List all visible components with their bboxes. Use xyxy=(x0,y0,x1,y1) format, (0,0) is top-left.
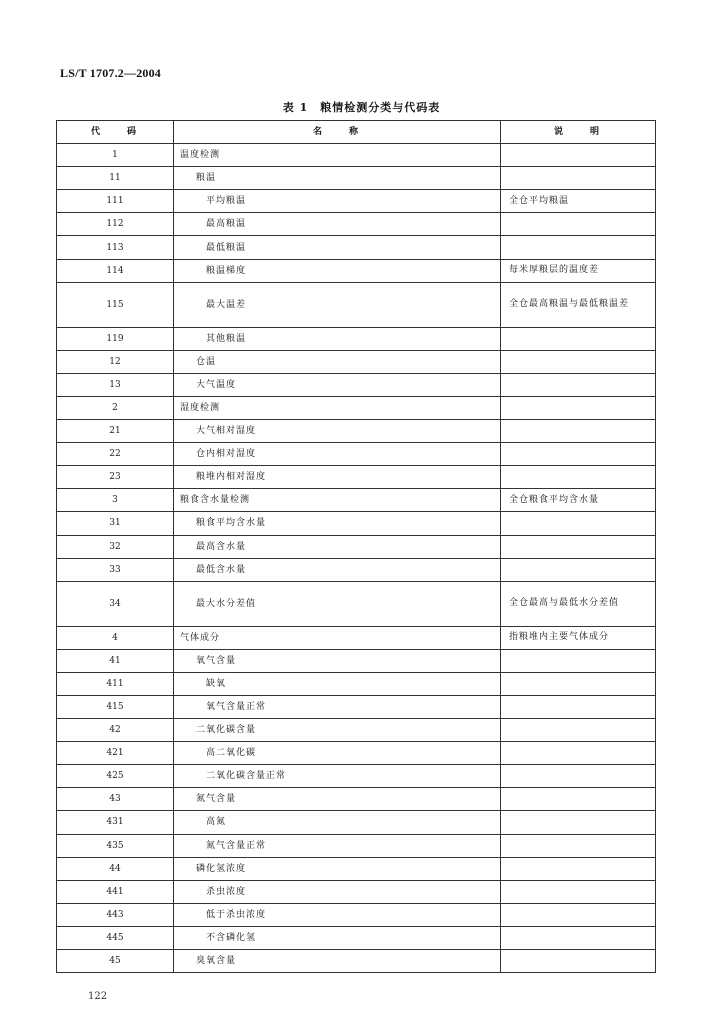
row-note xyxy=(501,950,656,973)
row-note xyxy=(501,512,656,535)
row-name: 最高粮温 xyxy=(174,213,501,236)
column-header-note: 说 明 xyxy=(501,121,656,144)
table-row xyxy=(57,581,656,626)
row-code: 445 xyxy=(57,926,174,949)
table-row xyxy=(57,811,656,834)
page-number: 122 xyxy=(88,991,108,1002)
row-name: 高二氧化碳 xyxy=(174,742,501,765)
row-code: 421 xyxy=(57,742,174,765)
table-row xyxy=(57,695,656,718)
table-row xyxy=(57,880,656,903)
table-caption: 表 1 粮情检测分类与代码表 xyxy=(282,101,441,114)
row-name: 氮气含量 xyxy=(174,788,501,811)
row-note xyxy=(501,834,656,857)
row-note xyxy=(501,144,656,167)
table-body xyxy=(57,144,656,973)
column-header-name: 名 称 xyxy=(174,121,501,144)
row-name: 平均粮温 xyxy=(174,190,501,213)
table-row xyxy=(57,327,656,350)
row-name: 仓温 xyxy=(174,350,501,373)
row-name: 其他粮温 xyxy=(174,327,501,350)
table-row xyxy=(57,857,656,880)
table-row xyxy=(57,672,656,695)
row-code: 3 xyxy=(57,489,174,512)
standard-number: LS/T 1707.2—2004 xyxy=(60,66,161,80)
table-row xyxy=(57,373,656,396)
row-code: 111 xyxy=(57,190,174,213)
table-row xyxy=(57,236,656,259)
row-name: 最低粮温 xyxy=(174,236,501,259)
table-row xyxy=(57,420,656,443)
row-name: 粮食平均含水量 xyxy=(174,512,501,535)
row-code: 42 xyxy=(57,719,174,742)
table-row xyxy=(57,144,656,167)
row-note xyxy=(501,535,656,558)
row-note xyxy=(501,857,656,880)
row-code: 119 xyxy=(57,327,174,350)
row-name: 最高含水量 xyxy=(174,535,501,558)
row-note xyxy=(501,350,656,373)
table-row xyxy=(57,350,656,373)
row-note: 指粮堆内主要气体成分 xyxy=(501,626,656,649)
row-name: 不含磷化氢 xyxy=(174,926,501,949)
table-row xyxy=(57,950,656,973)
table-row xyxy=(57,926,656,949)
row-note xyxy=(501,788,656,811)
table-row xyxy=(57,443,656,466)
row-name: 粮温梯度 xyxy=(174,259,501,282)
row-code: 425 xyxy=(57,765,174,788)
row-name: 仓内相对湿度 xyxy=(174,443,501,466)
row-note xyxy=(501,420,656,443)
row-name: 粮堆内相对湿度 xyxy=(174,466,501,489)
table-row xyxy=(57,190,656,213)
row-note xyxy=(501,903,656,926)
row-note xyxy=(501,396,656,419)
row-name: 低于杀虫浓度 xyxy=(174,903,501,926)
row-code: 114 xyxy=(57,259,174,282)
row-name: 氧气含量正常 xyxy=(174,695,501,718)
row-note xyxy=(501,167,656,190)
row-code: 441 xyxy=(57,880,174,903)
row-name: 氮气含量正常 xyxy=(174,834,501,857)
table-row xyxy=(57,282,656,327)
row-note xyxy=(501,672,656,695)
row-code: 43 xyxy=(57,788,174,811)
row-note: 每米厚粮层的温度差 xyxy=(501,259,656,282)
table-row xyxy=(57,259,656,282)
row-note xyxy=(501,765,656,788)
row-note xyxy=(501,811,656,834)
row-code: 112 xyxy=(57,213,174,236)
row-name: 氧气含量 xyxy=(174,649,501,672)
row-name: 湿度检测 xyxy=(174,396,501,419)
row-note xyxy=(501,926,656,949)
row-note: 全仓最高与最低水分差值 xyxy=(501,581,656,626)
row-code: 2 xyxy=(57,396,174,419)
table-row xyxy=(57,512,656,535)
row-code: 1 xyxy=(57,144,174,167)
table-row xyxy=(57,489,656,512)
table-row xyxy=(57,788,656,811)
row-code: 23 xyxy=(57,466,174,489)
table-row xyxy=(57,834,656,857)
table-row xyxy=(57,167,656,190)
table-row xyxy=(57,213,656,236)
row-note xyxy=(501,236,656,259)
row-name: 二氧化碳含量 xyxy=(174,719,501,742)
table-row xyxy=(57,535,656,558)
row-note xyxy=(501,443,656,466)
row-name: 最大水分差值 xyxy=(174,581,501,626)
row-code: 32 xyxy=(57,535,174,558)
row-note: 全仓粮食平均含水量 xyxy=(501,489,656,512)
row-note xyxy=(501,649,656,672)
row-code: 41 xyxy=(57,649,174,672)
row-code: 21 xyxy=(57,420,174,443)
row-code: 113 xyxy=(57,236,174,259)
row-note xyxy=(501,719,656,742)
table-row xyxy=(57,742,656,765)
row-note: 全仓最高粮温与最低粮温差 xyxy=(501,282,656,327)
classification-code-table xyxy=(56,120,656,973)
table-row xyxy=(57,765,656,788)
column-header-code: 代 码 xyxy=(57,121,174,144)
row-code: 34 xyxy=(57,581,174,626)
row-code: 22 xyxy=(57,443,174,466)
row-name: 粮温 xyxy=(174,167,501,190)
row-code: 12 xyxy=(57,350,174,373)
row-name: 粮食含水量检测 xyxy=(174,489,501,512)
table-row xyxy=(57,626,656,649)
row-name: 杀虫浓度 xyxy=(174,880,501,903)
row-code: 45 xyxy=(57,950,174,973)
row-name: 大气温度 xyxy=(174,373,501,396)
row-name: 最大温差 xyxy=(174,282,501,327)
row-code: 31 xyxy=(57,512,174,535)
table-row xyxy=(57,903,656,926)
row-note xyxy=(501,695,656,718)
row-name: 气体成分 xyxy=(174,626,501,649)
table-row xyxy=(57,396,656,419)
row-name: 高氮 xyxy=(174,811,501,834)
row-name: 温度检测 xyxy=(174,144,501,167)
row-code: 115 xyxy=(57,282,174,327)
table-row xyxy=(57,558,656,581)
table-row xyxy=(57,649,656,672)
row-code: 431 xyxy=(57,811,174,834)
row-note xyxy=(501,466,656,489)
row-name: 大气相对湿度 xyxy=(174,420,501,443)
row-code: 415 xyxy=(57,695,174,718)
table-row xyxy=(57,719,656,742)
row-name: 缺氧 xyxy=(174,672,501,695)
table-header-row xyxy=(57,121,656,144)
row-code: 443 xyxy=(57,903,174,926)
row-code: 435 xyxy=(57,834,174,857)
row-note xyxy=(501,213,656,236)
row-note xyxy=(501,327,656,350)
row-note xyxy=(501,373,656,396)
row-note xyxy=(501,742,656,765)
row-code: 4 xyxy=(57,626,174,649)
row-name: 臭氧含量 xyxy=(174,950,501,973)
row-code: 33 xyxy=(57,558,174,581)
row-note xyxy=(501,880,656,903)
row-name: 磷化氢浓度 xyxy=(174,857,501,880)
row-code: 11 xyxy=(57,167,174,190)
row-note: 全仓平均粮温 xyxy=(501,190,656,213)
table-row xyxy=(57,466,656,489)
row-name: 二氧化碳含量正常 xyxy=(174,765,501,788)
row-note xyxy=(501,558,656,581)
row-code: 44 xyxy=(57,857,174,880)
row-name: 最低含水量 xyxy=(174,558,501,581)
row-code: 13 xyxy=(57,373,174,396)
row-code: 411 xyxy=(57,672,174,695)
